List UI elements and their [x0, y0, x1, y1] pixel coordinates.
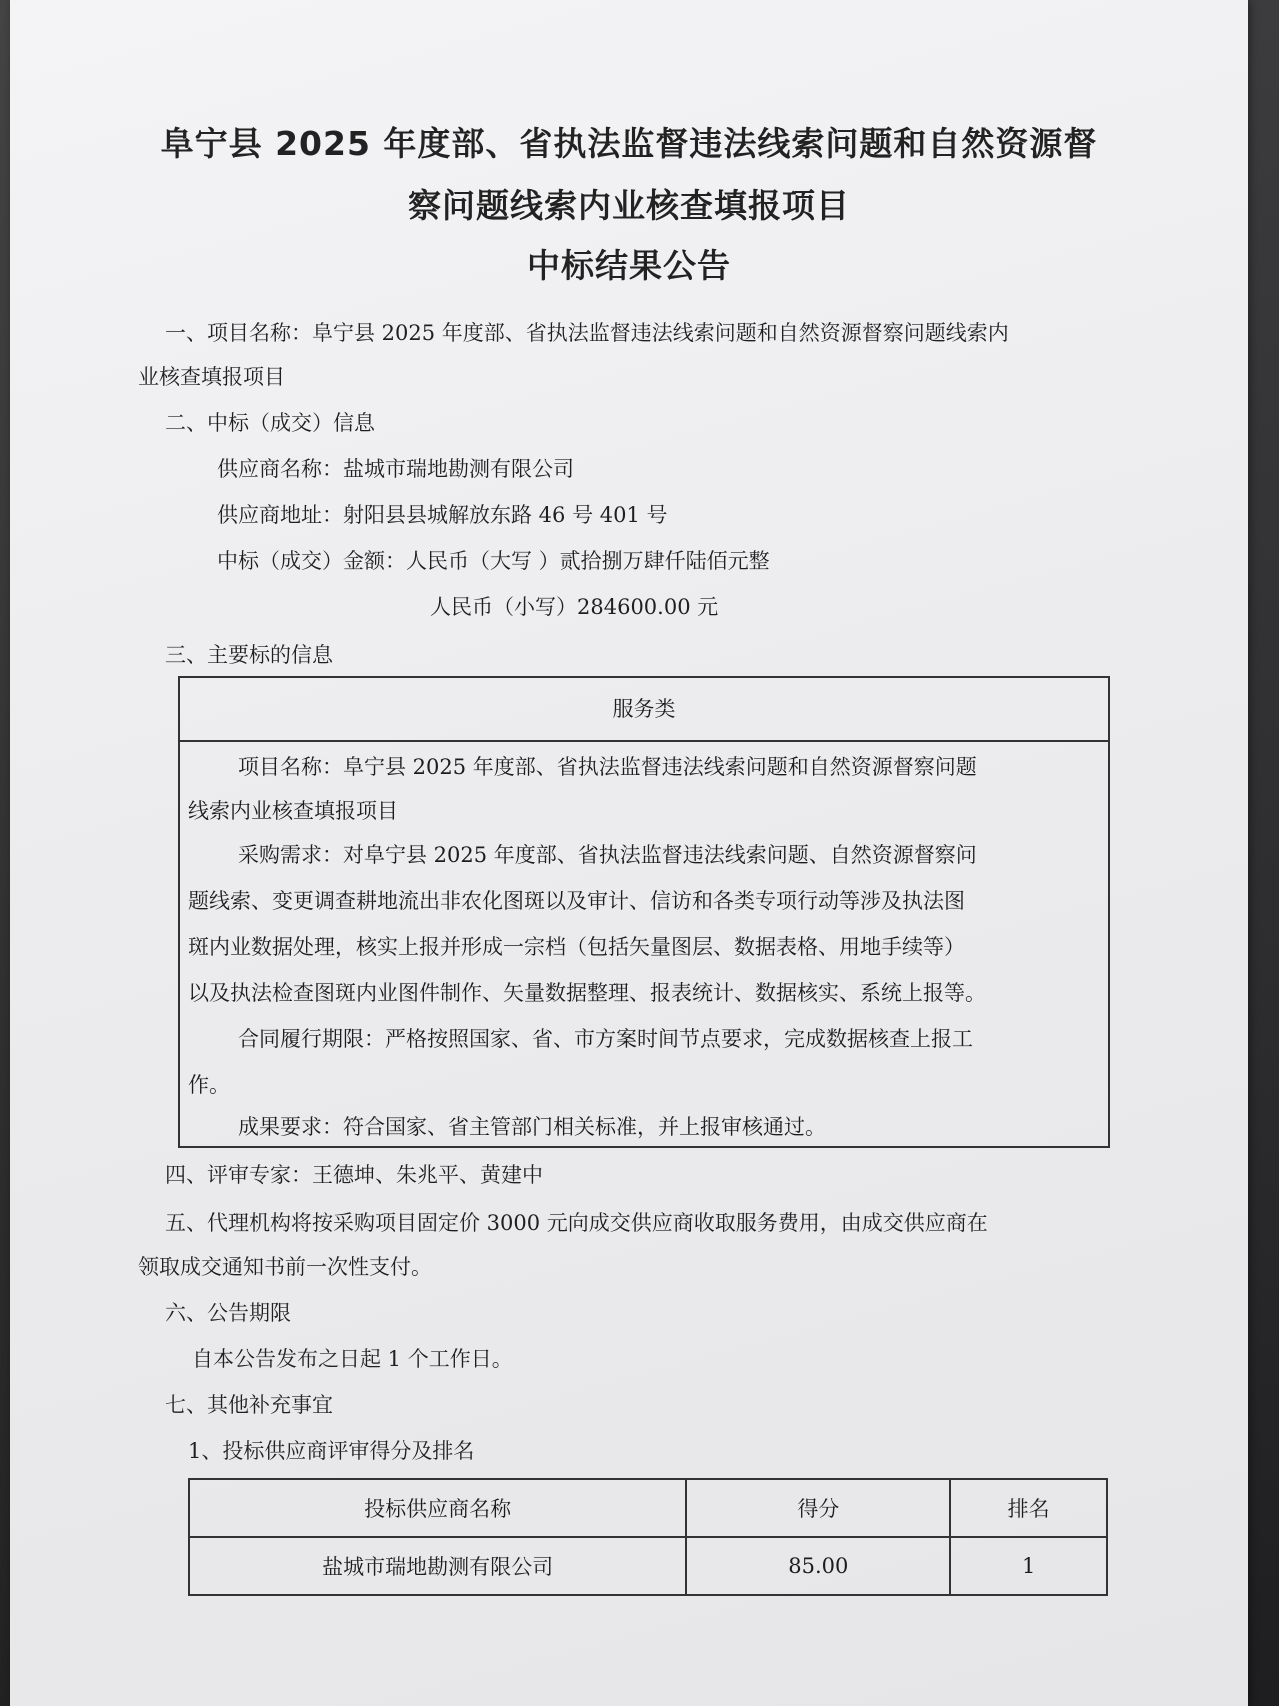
service-period-line-1: 合同履行期限：严格按照国家、省、市方案时间节点要求，完成数据核查上报工	[238, 1027, 973, 1051]
agency-fee-line-2: 领取成交通知书前一次性支付。	[138, 1255, 432, 1279]
review-experts: 四、评审专家：王德坤、朱兆平、黄建中	[165, 1163, 543, 1187]
announcement-paper	[10, 0, 1248, 1706]
score-table-header-score: 得分	[686, 1479, 950, 1537]
score-table-header-supplier: 投标供应商名称	[189, 1479, 686, 1537]
service-demand-line-4: 以及执法检查图斑内业图件制作、矢量数据整理、报表统计、数据核实、系统上报等。	[188, 981, 986, 1005]
score-table-cell-score: 85.00	[686, 1537, 950, 1595]
service-box	[178, 676, 1110, 1148]
service-period-line-2: 作。	[188, 1073, 230, 1097]
notice-period-heading: 六、公告期限	[165, 1301, 291, 1325]
score-ranking-heading: 1、投标供应商评审得分及排名	[188, 1439, 475, 1463]
project-name-line-1: 一、项目名称：阜宁县 2025 年度部、省执法监督违法线索问题和自然资源督察问题线索内	[165, 321, 1009, 345]
score-table-header-rank: 排名	[950, 1479, 1107, 1537]
title-line-2: 察问题线索内业核查填报项目	[408, 186, 850, 225]
service-demand-line-1: 采购需求：对阜宁县 2025 年度部、省执法监督违法线索问题、自然资源督察问	[238, 843, 977, 867]
award-amount-lower: 人民币（小写）284600.00 元	[430, 595, 719, 619]
agency-fee-line-1: 五、代理机构将按采购项目固定价 3000 元向成交供应商收取服务费用，由成交供应商在	[165, 1211, 988, 1235]
title-line-3: 中标结果公告	[527, 246, 731, 285]
table-row	[189, 1537, 1107, 1595]
title-line-1: 阜宁县 2025 年度部、省执法监督违法线索问题和自然资源督	[160, 124, 1098, 163]
score-table-header-row	[189, 1479, 1107, 1537]
score-table	[188, 1478, 1108, 1596]
service-result-line: 成果要求：符合国家、省主管部门相关标准，并上报审核通过。	[238, 1115, 826, 1139]
supplier-address: 供应商地址：射阳县县城解放东路 46 号 401 号	[217, 503, 668, 527]
service-project-line-1: 项目名称：阜宁县 2025 年度部、省执法监督违法线索问题和自然资源督察问题	[238, 755, 977, 779]
notice-period-body: 自本公告发布之日起 1 个工作日。	[192, 1347, 513, 1371]
other-matters-heading: 七、其他补充事宜	[165, 1393, 333, 1417]
subject-info-heading: 三、主要标的信息	[165, 643, 333, 667]
project-name-line-2: 业核查填报项目	[138, 365, 285, 389]
service-box-header: 服务类	[180, 678, 1108, 742]
service-demand-line-2: 题线索、变更调查耕地流出非农化图斑以及审计、信访和各类专项行动等涉及执法图	[188, 889, 965, 913]
score-table-cell-rank: 1	[950, 1537, 1107, 1595]
score-table-cell-supplier: 盐城市瑞地勘测有限公司	[189, 1537, 686, 1595]
award-amount-upper: 中标（成交）金额：人民币（大写 ）贰拾捌万肆仟陆佰元整	[217, 549, 770, 573]
service-project-line-2: 线索内业核查填报项目	[188, 799, 398, 823]
award-info-heading: 二、中标（成交）信息	[165, 411, 375, 435]
service-demand-line-3: 斑内业数据处理，核实上报并形成一宗档（包括矢量图层、数据表格、用地手续等）	[188, 935, 965, 959]
supplier-name: 供应商名称：盐城市瑞地勘测有限公司	[217, 457, 574, 481]
